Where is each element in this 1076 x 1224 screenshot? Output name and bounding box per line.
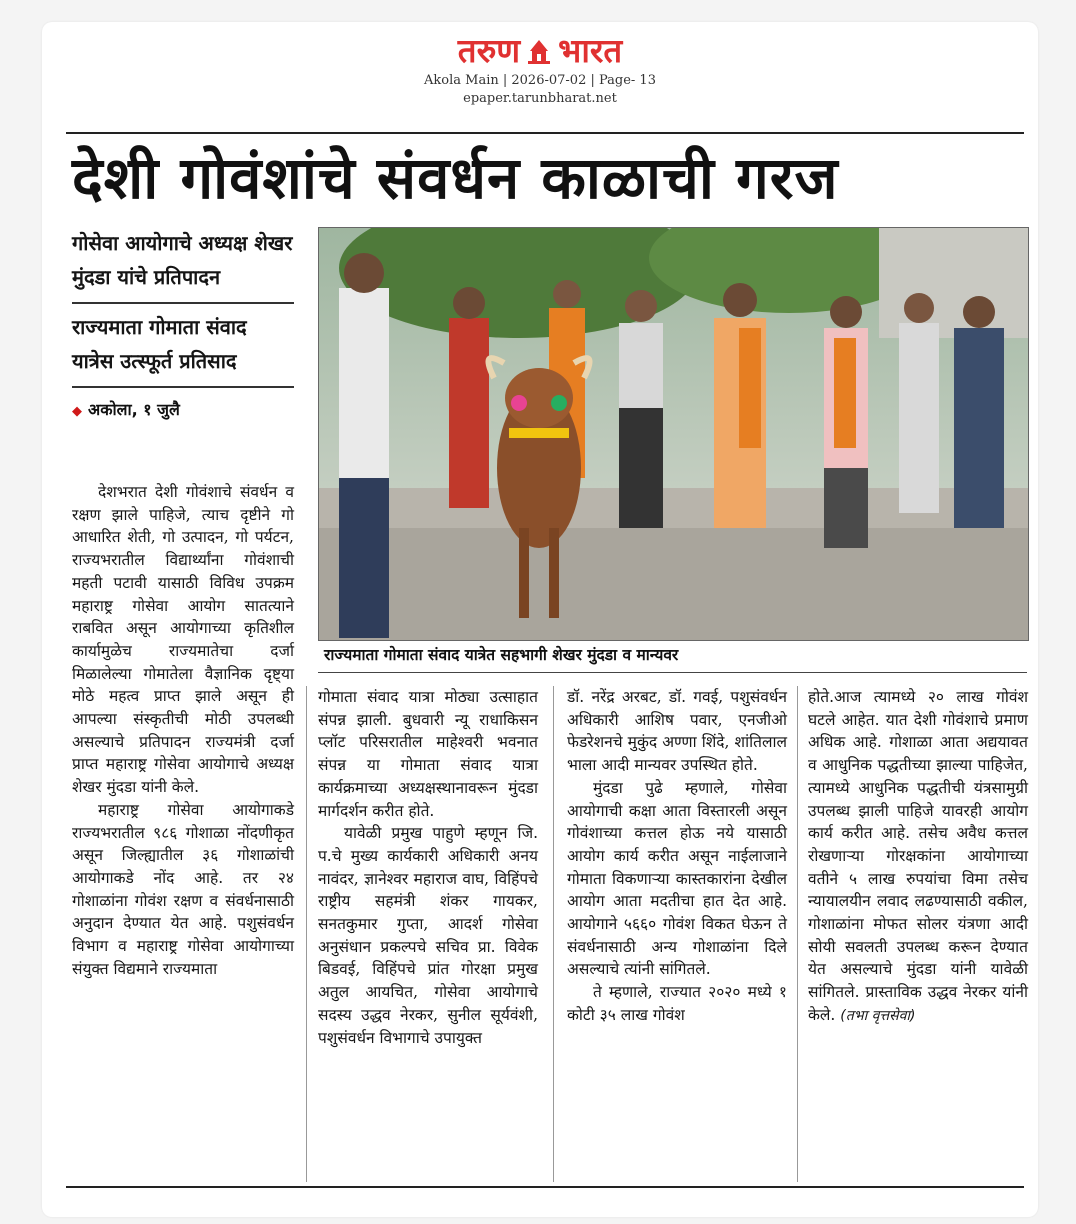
article-column-1 — [72, 481, 294, 980]
paragraph: यावेळी प्रमुख पाहुणे म्हणून जि. प.चे मुख्य कार्यकारी अधिकारी अनय नावंदर, ज्ञानेश्वर महाराज वाघ, विहिंपचे राष्ट्रीय सहमंत्री शंकर गायकर, सनतकुमार गुप्ता, आदर्श गोसेवा अनुसंधान प्रकल्पचे सचिव प्रा. विवेक बिडवई, विहिंपचे प्रांत गोरक्षा प्रमुख अतुल आयचित, गोसेवा आयोगाचे सदस्य उद्धव नेरकर, सुनील सूर्यवंशी, पशुसंवर्धन विभागाचे उपायुक्त — [318, 824, 538, 1047]
top-rule — [66, 132, 1024, 134]
paragraph: महाराष्ट्र गोसेवा आयोगाकडे राज्यभरातील ९८६ गोशाळा नोंदणीकृत असून जिल्ह्यातील ३६ गोशाळांची आयोगाकडे नोंद आहे. तर २४ गोशाळांना गोवंश रक्षण व संवर्धनासाठी अनुदान देण्यात येत आहे. पशुसंवर्धन विभाग व महाराष्ट्र गोसेवा आयोगाच्या संयुक्त विद्यमाने राज्यमाता — [72, 800, 294, 978]
photo-caption: राज्यमाता गोमाता संवाद यात्रेत सहभागी शेखर मुंदडा व मान्यवर — [324, 646, 679, 664]
side-deck — [72, 226, 294, 424]
article-headline: देशी गोवंशांचे संवर्धन काळाची गरज — [72, 144, 839, 212]
edition-line: Akola Main | 2026-07-02 | Page- 13 — [424, 73, 656, 88]
deck-primary: गोसेवा आयोगाचे अध्यक्ष शेखर मुंदडा यांचे प्रतिपादन — [72, 231, 293, 289]
article-column-3 — [567, 686, 787, 1027]
paragraph: ते म्हणाले, राज्यात २०२० मध्ये १ कोटी ३५ लाख गोवंश — [567, 983, 787, 1024]
news-agency-credit: (तभा वृत्तसेवा) — [840, 1007, 916, 1024]
column-divider — [797, 686, 798, 1182]
column-divider — [306, 686, 307, 1182]
procession-photo-illustration — [319, 228, 1028, 640]
paragraph — [808, 686, 1028, 1028]
dateline — [72, 398, 294, 424]
logo-text-right: भारत — [558, 31, 623, 70]
diamond-bullet-icon: ◆ — [72, 404, 82, 419]
deck-secondary: राज्यमाता गोमाता संवाद यात्रेस उत्स्फूर्त प्रतिसाद — [72, 315, 247, 373]
caption-rule — [318, 672, 1027, 673]
paragraph: मुंदडा पुढे म्हणाले, गोसेवा आयोगाची कक्षा आता विस्तारली असून गोवंशाच्या कत्तल होऊ नये यासाठी आयोग कार्य करीत असून नाईलाजाने गोमाता विकणाऱ्या कास्तकारांना देखील आयोग आता मदतीचा हात देत आहे. आयोगाने ५६६० गोवंश विकत घेऊन ते संवर्धनासाठी अन्य गोशाळांना दिले असल्याचे त्यांनी सांगितले. — [567, 778, 787, 979]
newspaper-clipping — [42, 22, 1038, 1217]
temple-emblem-icon — [526, 37, 552, 65]
paragraph: डॉ. नरेंद्र अरबट, डॉ. गवई, पशुसंवर्धन अधिकारी आशिष पवार, एनजीओ फेडरेशनचे मुकुंद अण्णा शिंदे, शांतिलाल भाला आदी मान्यवर उपस्थित होते. — [567, 688, 787, 775]
dateline-text: अकोला, १ जुलै — [88, 400, 180, 419]
paragraph-text: होते.आज त्यामध्ये २० लाख गोवंश घटले आहेत. यात देशी गोवंशाचे प्रमाण अधिक आहे. गोशाळा आता अद्ययावत व आधुनिक पद्धतीच्या झाल्या पाहिजेत, त्यामध्ये आधुनिक पद्धतीची यंत्रसामुग्री उपलब्ध झाली पाहिजे यावरही आयोग कार्य करीत आहे. तसेच अवैध कत्तल रोखणाऱ्या गोरक्षकांना आयोगाच्या वतीने ५ लाख रुपयांचा विमा तसेच न्यायालयीन लवाद लढण्यासाठी वकील, गोशाळांना मोफत सोलर यंत्रणा आदी सोयी सवलती उपलब्ध करून देण्यात येत असल्याचे मुंदडा यांनी यावेळी सांगितले. प्रास्ताविक उद्धव नेरकर यांनी केले. — [808, 688, 1028, 1024]
masthead — [42, 30, 1038, 108]
paragraph: देशभरात देशी गोवंशाचे संवर्धन व रक्षण झाले पाहिजे, त्याच दृष्टीने गो आधारित शेती, गो उत्पादन, गो पर्यटन, राज्यभरातील विद्यार्थ्यांना गोवंशाची महती पटावी यासाठी विविध उपक्रम महाराष्ट्र गोसेवा आयोग सातत्याने राबवित असून आयोगाच्या कृतिशील कार्यामुळेच राज्यमातेचा दर्जा मिळालेल्या गोमातेला वैज्ञानिक दृष्ट्या मोठे महत्व प्राप्त झाले असून ही आपल्या संस्कृतीची मोठी उपलब्धी असल्याचे प्रतिपादन राज्यमंत्री दर्जा प्राप्त महाराष्ट्र गोसेवा आयोगाचे अध्यक्ष शेखर मुंदडा यांनी केले. — [72, 483, 294, 797]
logo-text-left: तरुण — [457, 31, 521, 70]
article-column-4 — [808, 686, 1028, 1028]
epaper-site: epaper.tarunbharat.net — [463, 91, 617, 106]
bottom-rule — [66, 1186, 1024, 1188]
news-photo — [318, 227, 1029, 641]
deck-divider — [72, 386, 294, 388]
column-divider — [553, 686, 554, 1182]
deck-divider — [72, 302, 294, 304]
newspaper-logo — [458, 30, 622, 72]
paragraph: गोमाता संवाद यात्रा मोठ्या उत्साहात संपन्न झाली. बुधवारी न्यू राधाकिसन प्लॉट परिसरातील माहेश्वरी भवनात संपन्न या गोमाता संवाद यात्रा कार्यक्रमाच्या अध्यक्षस्थानावरून मुंदडा मार्गदर्शन करीत होते. — [318, 688, 538, 820]
article-column-2 — [318, 686, 538, 1049]
